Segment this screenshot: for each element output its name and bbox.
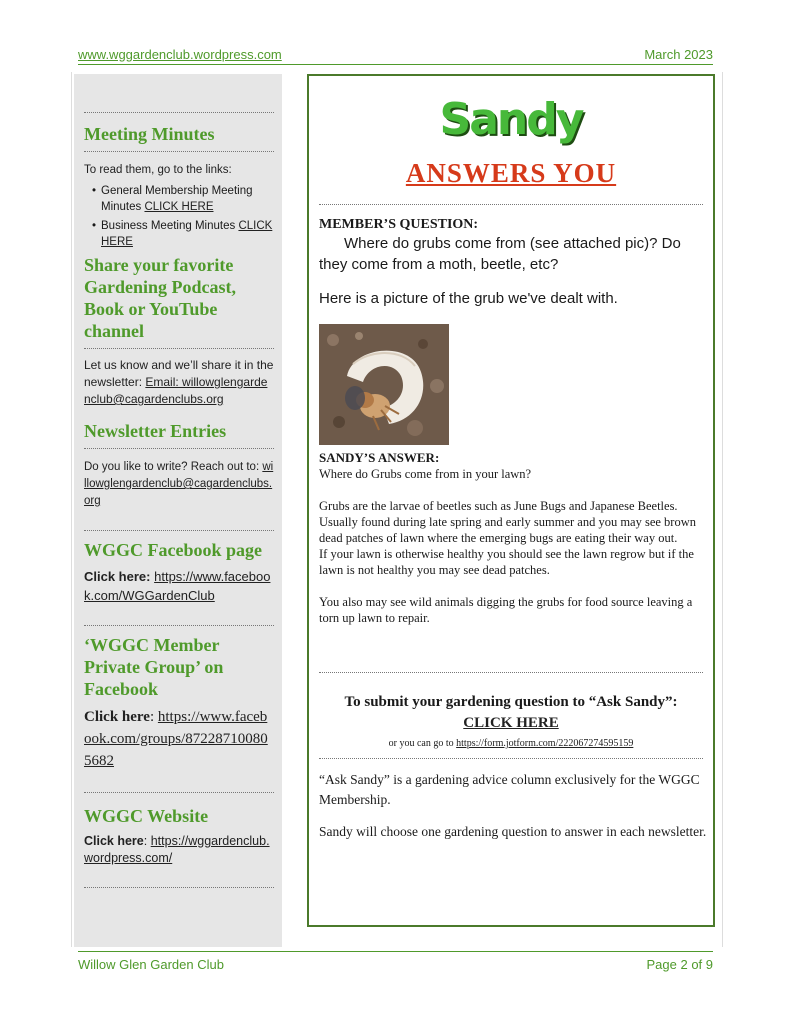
question-picture-note: Here is a picture of the grub we've dealt with. (319, 290, 618, 307)
entries-title: Newsletter Entries (84, 421, 227, 441)
entries-email-link[interactable]: willowglengardenclub@cagardenclubs.org (84, 461, 274, 507)
divider (84, 448, 274, 449)
grub-photo (319, 324, 449, 445)
facebook-text: Click here: https://www.facebook.com/WGGardenClub (84, 569, 271, 603)
share-email-link[interactable]: Email: willowglengardenclub@cagardenclubs.org (84, 375, 268, 406)
website-text: Click here: https://wggardenclub.wordpress.com/ (84, 834, 270, 865)
business-minutes-link[interactable]: CLICK HERE (101, 220, 273, 248)
share-title: Share your favorite Gardening Podcast, Book or YouTube channel (84, 255, 237, 341)
list-item: • General Membership Meeting Minutes CLICK HERE (92, 183, 274, 215)
website-title: WGGC Website (84, 806, 209, 826)
facebook-link[interactable]: https://www.facebook.com/WGGardenClub (84, 569, 271, 603)
divider (84, 348, 274, 349)
divider (84, 887, 274, 888)
about-text: “Ask Sandy” is a gardening advice column exclusively for the WGGC Membership. (319, 772, 700, 807)
margin-line-left (71, 72, 72, 947)
footer-club: Willow Glen Garden Club (78, 957, 224, 972)
answer-text (319, 466, 711, 642)
group-title: ‘WGGC Member Private Group’ on Facebook (84, 635, 224, 699)
list-item: • Business Meeting Minutes CLICK HERE (92, 218, 274, 250)
sidebar (74, 74, 282, 947)
minutes-title: Meeting Minutes (84, 124, 215, 144)
footer-page-number: Page 2 of 9 (646, 957, 713, 972)
divider (84, 792, 274, 793)
submit-prompt: To submit your gardening question to “Ask Sandy”: (344, 694, 678, 710)
sandy-logo: Sandy (439, 94, 583, 145)
divider (319, 672, 703, 673)
margin-line-right (722, 72, 723, 947)
divider (84, 625, 274, 626)
header-rule (78, 64, 713, 65)
general-minutes-link[interactable]: CLICK HERE (144, 201, 214, 213)
divider (319, 204, 703, 205)
answer-paragraph: If your lawn is otherwise healthy you should see the lawn regrow but if the lawn is not healthy you may see dead patches. (319, 547, 694, 577)
divider (319, 758, 703, 759)
answer-paragraph: Where do Grubs come from in your lawn? (319, 467, 532, 481)
footer-rule (78, 951, 713, 952)
ask-sandy-panel (307, 74, 715, 927)
header-date: March 2023 (644, 47, 713, 62)
answer-paragraph: Grubs are the larvae of beetles such as June Bugs and Japanese Beetles. Usually found during late spring and early summer and you may see brown dead patches of lawn where the emerging bugs are eating their way out. (319, 499, 696, 545)
form-line: or you can go to https://form.jotform.com/222067274595159 (388, 738, 634, 749)
facebook-title: WGGC Facebook page (84, 540, 262, 560)
group-link[interactable]: https://www.facebook.com/groups/872287100805682 (84, 709, 268, 769)
minutes-intro: To read them, go to the links: (84, 164, 232, 176)
divider (84, 151, 274, 152)
entries-text: Do you like to write? Reach out to: willowglengardenclub@cagardenclubs.org (84, 461, 274, 507)
question-text: Where do grubs come from (see attached pic)? Do they come from a moth, beetle, etc? (319, 235, 681, 273)
submit-click-here-link[interactable]: CLICK HERE (463, 715, 559, 731)
website-link[interactable]: https://wggardenclub.wordpress.com/ (84, 834, 270, 865)
header-site-link[interactable]: www.wggardenclub.wordpress.com (78, 47, 282, 62)
share-text: Let us know and we’ll share it in the newsletter: Email: willowglengardenclub@cagardenclubs.org (84, 358, 274, 406)
minutes-list (84, 183, 274, 250)
answers-heading: ANSWERS YOU (405, 158, 617, 188)
answer-label: SANDY’S ANSWER: (319, 450, 440, 465)
jotform-link[interactable]: https://form.jotform.com/222067274595159 (456, 738, 634, 749)
divider (84, 112, 274, 113)
choose-text: Sandy will choose one gardening question to answer in each newsletter. (319, 824, 707, 839)
group-text: Click here: https://www.facebook.com/groups/872287100805682 (84, 709, 268, 769)
question-label: MEMBER’S QUESTION: (319, 217, 479, 232)
answer-paragraph: You also may see wild animals digging the grubs for food source leaving a torn up lawn to repair. (319, 595, 693, 625)
divider (84, 530, 274, 531)
